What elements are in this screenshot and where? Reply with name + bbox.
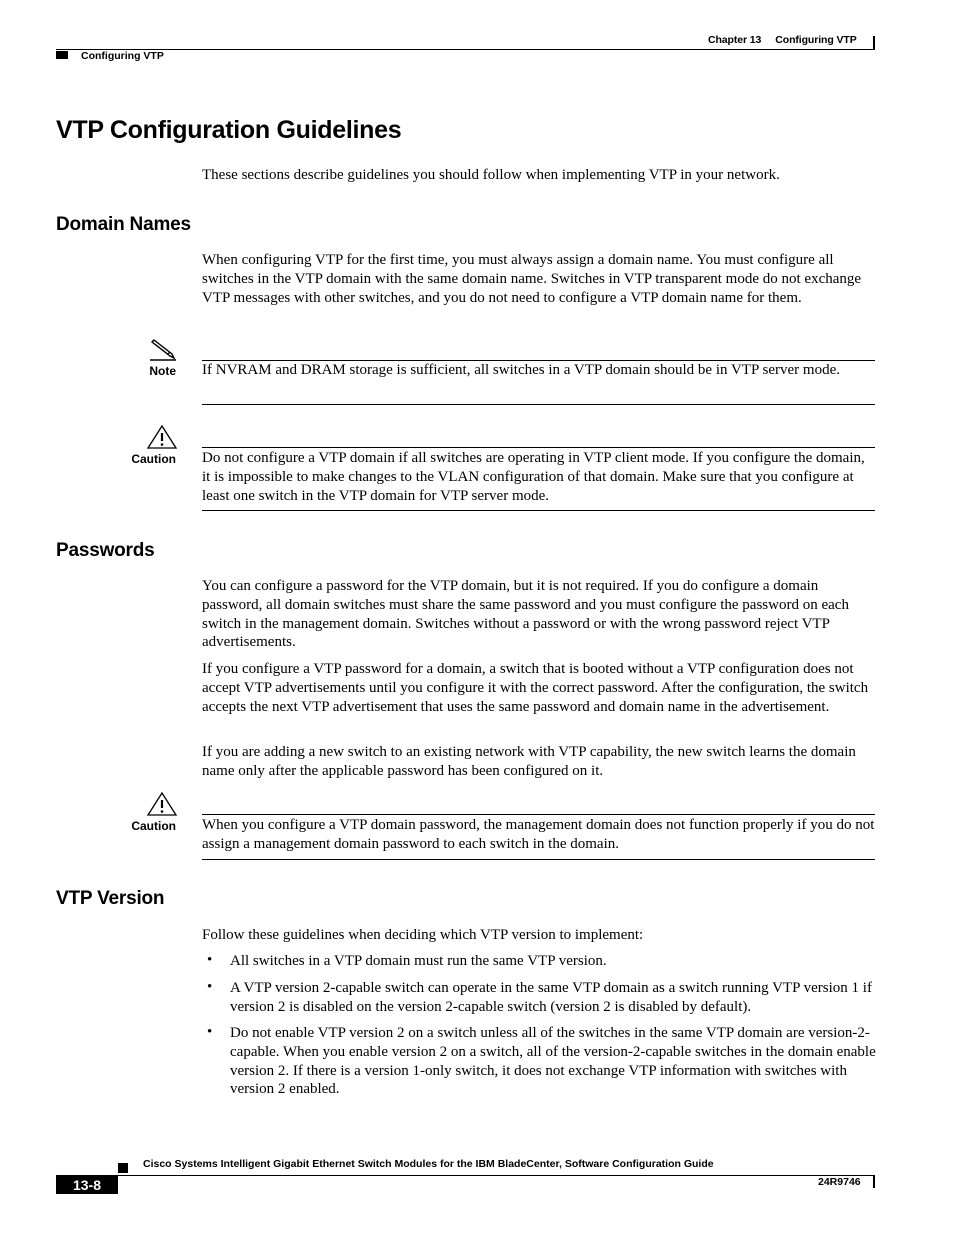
chapter-title: Configuring VTP <box>775 34 857 46</box>
caution-label: Caution <box>131 819 176 833</box>
header-block-marker <box>56 51 68 59</box>
footer-block-marker <box>118 1163 128 1173</box>
header-rule <box>56 49 874 50</box>
list-item: Do not enable VTP version 2 on a switch unless all of the switches in the same VTP domain are version-2-capable. When you enable version 2 on a switch, all of the version-2-capable switches in the domain enable version 2. If there is a version 1-only switch, it does not exchange VTP information with switches with version 2 enabled. <box>230 1025 876 1098</box>
passwords-paragraph-1: You can configure a password for the VTP domain, but it is not required. If you do configure a domain password, all domain switches must share the same password and you must configure the password on each switch in the management domain. Switches without a password or with the wrong password reject VTP advertisements. <box>202 578 849 651</box>
caution-bottom-rule <box>202 859 875 860</box>
section-heading-vtp-version: VTP Version <box>56 888 165 909</box>
pencil-note-icon <box>148 338 178 362</box>
vtp-version-intro: Follow these guidelines when deciding which VTP version to implement: <box>202 927 644 943</box>
intro-paragraph: These sections describe guidelines you should follow when implementing VTP in your network. <box>202 167 780 183</box>
caution-text: Do not configure a VTP domain if all switches are operating in VTP client mode. If you configure the domain, it is impossible to make changes to the VLAN configuration of that domain. Make sure that you configure at least one switch in the VTP domain for VTP server mode. <box>202 450 865 504</box>
caution-text: When you configure a VTP domain password, the management domain does not function properly if you do not assign a management domain password to each switch in the domain. <box>202 817 875 852</box>
warning-triangle-icon <box>146 424 178 450</box>
document-number: 24R9746 <box>818 1176 861 1188</box>
note-text: If NVRAM and DRAM storage is sufficient, all switches in a VTP domain should be in VTP server mode. <box>202 362 840 378</box>
page-title: VTP Configuration Guidelines <box>56 116 402 144</box>
caution-top-rule <box>202 447 875 448</box>
footer-rule <box>56 1175 874 1176</box>
page-number: 13-8 <box>72 1177 102 1193</box>
footer-book-title: Cisco Systems Intelligent Gigabit Ethernet Switch Modules for the IBM BladeCenter, Software Configuration Guide <box>143 1158 714 1170</box>
list-item: A VTP version 2-capable switch can operate in the same VTP domain as a switch running VTP version 1 if version 2 is disabled on the version 2-capable switch (version 2 is disabled by default). <box>230 980 872 1015</box>
passwords-paragraph-2: If you configure a VTP password for a domain, a switch that is booted without a VTP configuration does not accept VTP advertisements until you configure it with the correct password. After the configuration, the switch accepts the next VTP advertisement that uses the same password and domain name in the advertisement. <box>202 661 869 715</box>
bullet-marker: • <box>207 979 213 995</box>
caution-bottom-rule <box>202 510 875 511</box>
header-tick <box>873 36 875 50</box>
running-header-section: Configuring VTP <box>81 50 164 62</box>
footer-tick <box>873 1175 875 1188</box>
list-item: All switches in a VTP domain must run the same VTP version. <box>230 953 607 969</box>
running-header-chapter <box>708 34 857 46</box>
passwords-paragraph-3: If you are adding a new switch to an existing network with VTP capability, the new switch learns the domain name only after the applicable password has been configured on it. <box>202 744 856 779</box>
section-heading-passwords: Passwords <box>56 540 155 561</box>
caution-top-rule <box>202 814 875 815</box>
chapter-number: Chapter 13 <box>708 34 762 46</box>
note-bottom-rule <box>202 404 875 405</box>
warning-triangle-icon <box>146 791 178 817</box>
bullet-marker: • <box>207 952 213 968</box>
note-label: Note <box>149 364 176 378</box>
section-heading-domain-names: Domain Names <box>56 214 191 235</box>
bullet-marker: • <box>207 1024 213 1040</box>
domain-names-paragraph: When configuring VTP for the first time, you must always assign a domain name. You must configure all switches in the VTP domain with the same domain name. Switches in VTP transparent mode do not exchange VTP messages with other switches, and you do not need to configure a VTP domain name for them. <box>202 252 862 306</box>
caution-label: Caution <box>131 452 176 466</box>
